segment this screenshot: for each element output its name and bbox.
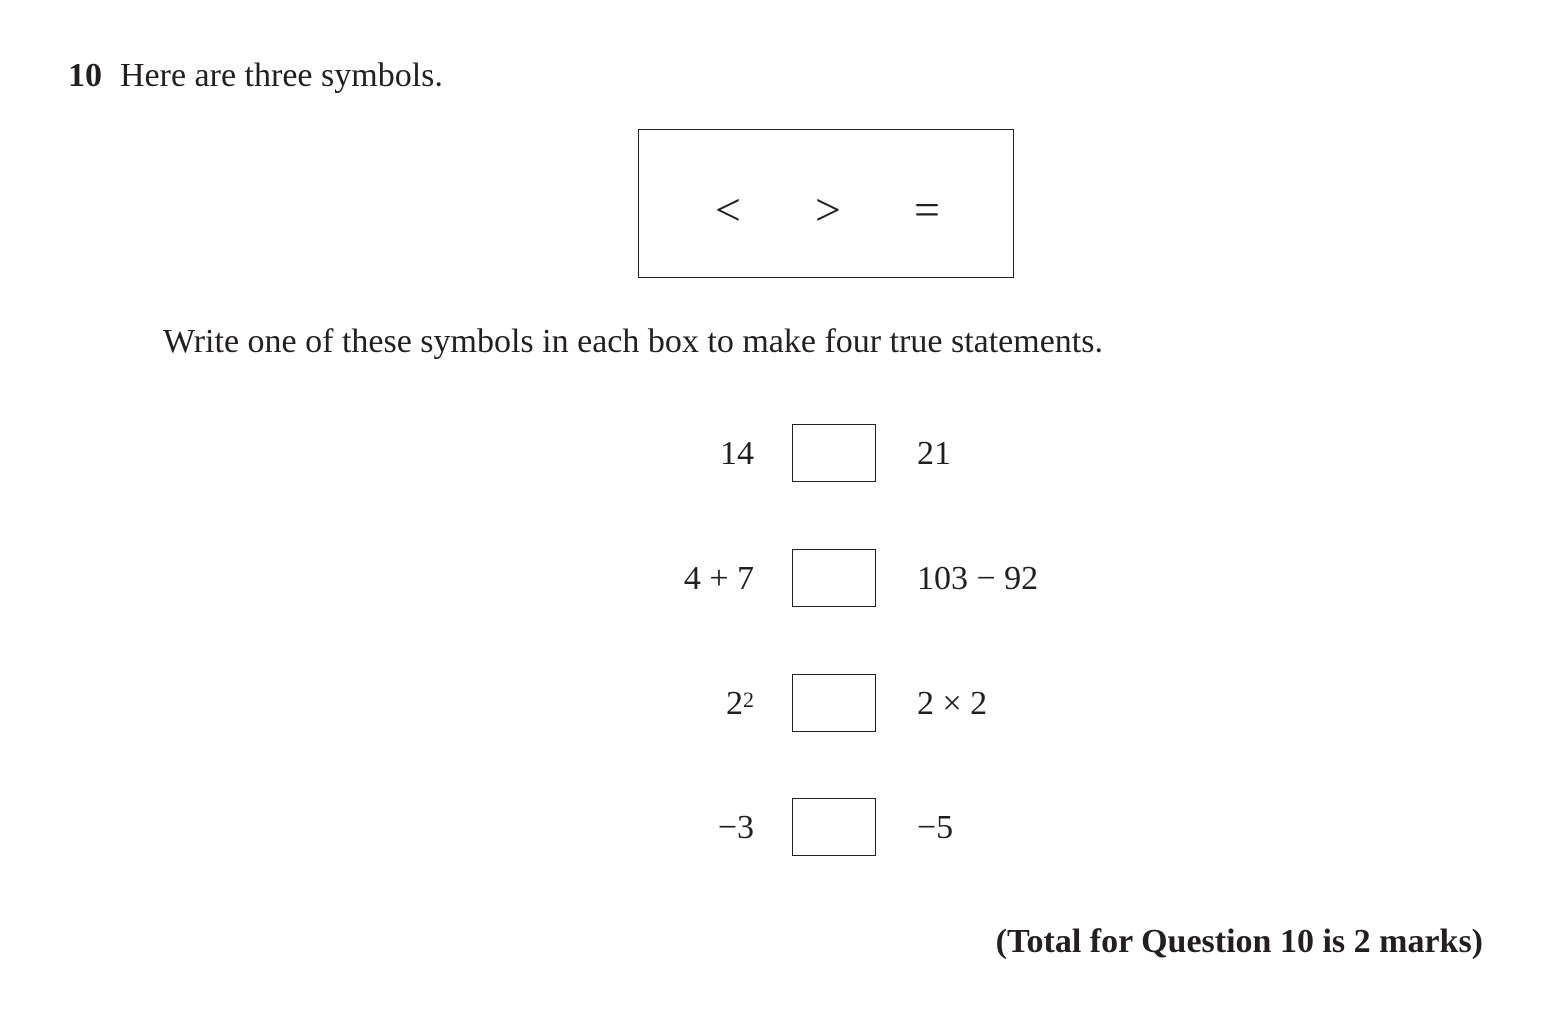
statement-right-expression: 21 <box>917 435 951 472</box>
left-value: 4 + 7 <box>683 560 754 597</box>
statement-right-expression: 103 − 92 <box>917 560 1039 597</box>
question-number: 10 <box>68 57 102 94</box>
less-than-symbol: < <box>715 184 741 235</box>
answer-box-1[interactable] <box>792 424 876 482</box>
left-value: 2 <box>726 685 743 722</box>
statement-right-expression: −5 <box>917 809 954 846</box>
left-value: −3 <box>717 809 754 846</box>
instruction-text: Write one of these symbols in each box to make four true statements. <box>163 323 1103 360</box>
statement-left-expression <box>684 559 754 599</box>
symbols-box <box>638 129 1014 278</box>
statement-left-expression <box>720 434 754 474</box>
statement-left-expression <box>726 684 754 724</box>
left-value: 14 <box>720 435 754 472</box>
statement-left-expression <box>718 808 754 848</box>
statement-row-3 <box>0 674 1554 732</box>
left-superscript: 2 <box>743 687 754 712</box>
question-prompt: Here are three symbols. <box>120 57 443 94</box>
statement-row-4 <box>0 798 1554 856</box>
statement-row-1 <box>0 424 1554 482</box>
greater-than-symbol: > <box>815 184 841 235</box>
equals-symbol: = <box>914 184 940 235</box>
answer-box-2[interactable] <box>792 549 876 607</box>
total-marks: (Total for Question 10 is 2 marks) <box>995 923 1483 960</box>
statement-right-expression: 2 × 2 <box>917 685 988 722</box>
statement-row-2 <box>0 549 1554 607</box>
question-header <box>68 54 443 98</box>
answer-box-4[interactable] <box>792 798 876 856</box>
answer-box-3[interactable] <box>792 674 876 732</box>
